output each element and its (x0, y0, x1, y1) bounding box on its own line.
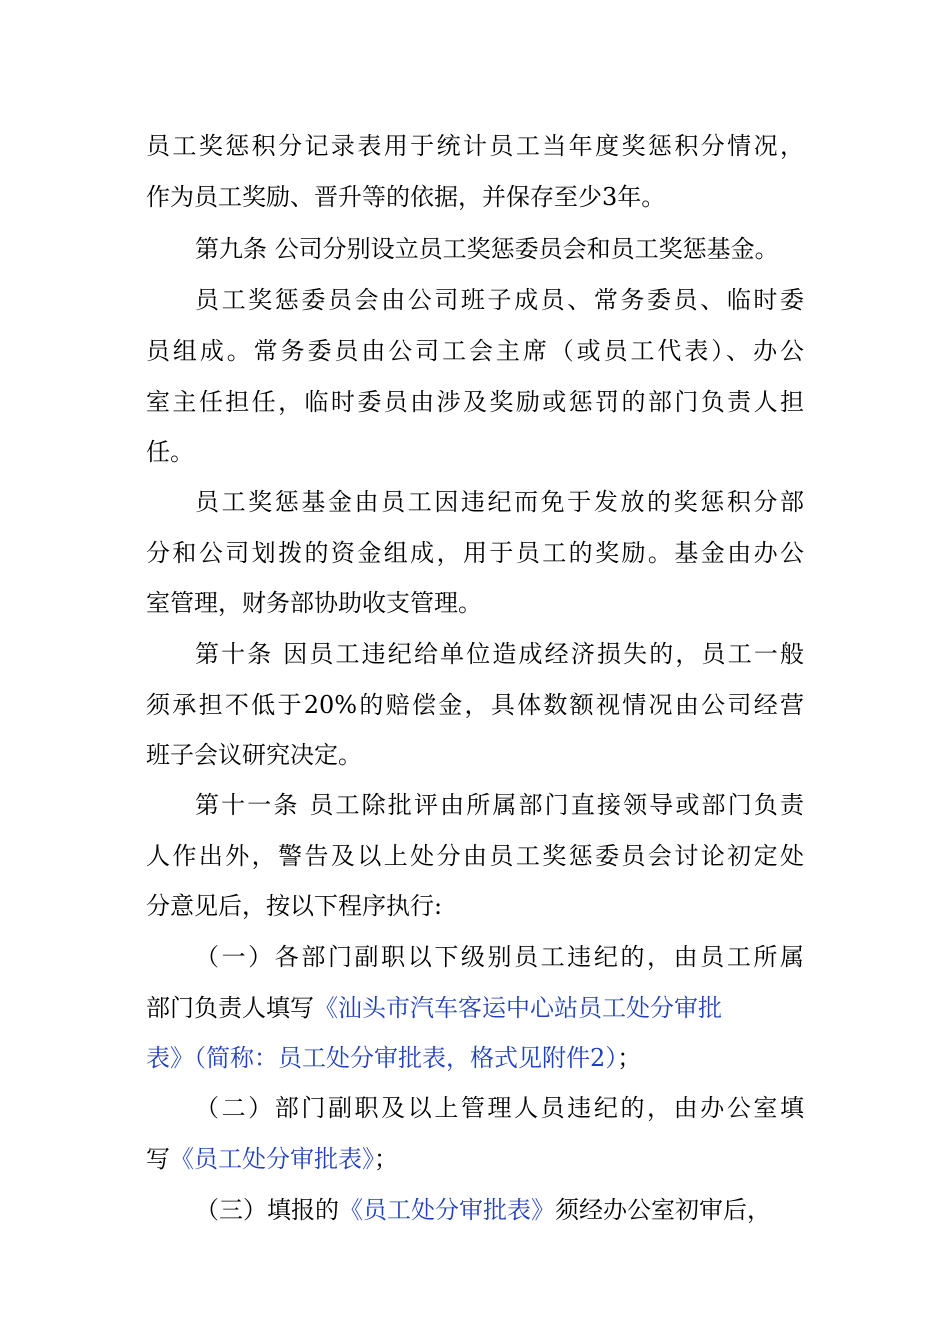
item-1-line (146, 1038, 641, 1078)
paragraph-line: 员工奖惩积分记录表用于统计员工当年度奖惩积分情况， (146, 132, 804, 160)
article-9-heading-line: 第九条 公司分别设立员工奖惩委员会和员工奖惩基金。 (195, 235, 779, 263)
approval-form-link[interactable]: 《员工处分审批表》 (170, 1145, 374, 1173)
paragraph-line: 人作出外，警告及以上处分由员工奖惩委员会讨论初定处 (146, 842, 804, 870)
item-1-end-text: ； (617, 1044, 642, 1072)
paragraph-line: 员组成。常务委员由公司工会主席（或员工代表）、办公 (146, 337, 804, 365)
item-2-end-text: ； (374, 1145, 398, 1173)
paragraph-line: 员工奖惩委员会由公司班子成员、常务委员、临时委 (195, 286, 804, 314)
item-3-line (195, 1190, 771, 1230)
approval-form-abbreviation-link[interactable]: 表》（简称：员工处分审批表，格式见附件2） (146, 1044, 618, 1072)
paragraph-line: 室主任担任，临时委员由涉及奖励或惩罚的部门负责人担 (146, 388, 804, 416)
paragraph-line: 任。 (146, 438, 194, 466)
article-11-heading-line: 第十一条 员工除批评由所属部门直接领导或部门负责 (195, 791, 804, 819)
paragraph-line: 员工奖惩基金由员工因违纪而免于发放的奖惩积分部 (195, 488, 804, 516)
approval-form-title-link[interactable]: 《汕头市汽车客运中心站员工处分审批 (314, 994, 722, 1022)
paragraph-line: 作为员工奖励、晋升等的依据，并保存至少3年。 (146, 183, 666, 211)
paragraph-line: 室管理，财务部协助收支管理。 (146, 589, 482, 617)
item-1-text: 部门负责人填写 (146, 994, 314, 1022)
item-2-text: 写 (146, 1145, 170, 1173)
article-10-heading-line: 第十条 因员工违纪给单位造成经济损失的，员工一般 (195, 640, 804, 668)
item-1-line: （一）各部门副职以下级别员工违纪的，由员工所属 (195, 943, 804, 971)
paragraph-line: 班子会议研究决定。 (146, 741, 362, 769)
item-2-line (146, 1139, 398, 1179)
item-1-line (146, 988, 804, 1028)
paragraph-line: 须承担不低于20%的赔偿金，具体数额视情况由公司经营 (146, 691, 804, 719)
item-2-line: （二）部门副职及以上管理人员违纪的，由办公室填 (195, 1094, 804, 1122)
item-3-end-text: 须经办公室初审后， (555, 1196, 771, 1224)
paragraph-line: 分意见后，按以下程序执行: (146, 892, 443, 920)
paragraph-line: 分和公司划拨的资金组成，用于员工的奖励。基金由办公 (146, 539, 804, 567)
item-3-text: （三）填报的 (195, 1196, 339, 1224)
approval-form-link[interactable]: 《员工处分审批表》 (339, 1196, 555, 1224)
